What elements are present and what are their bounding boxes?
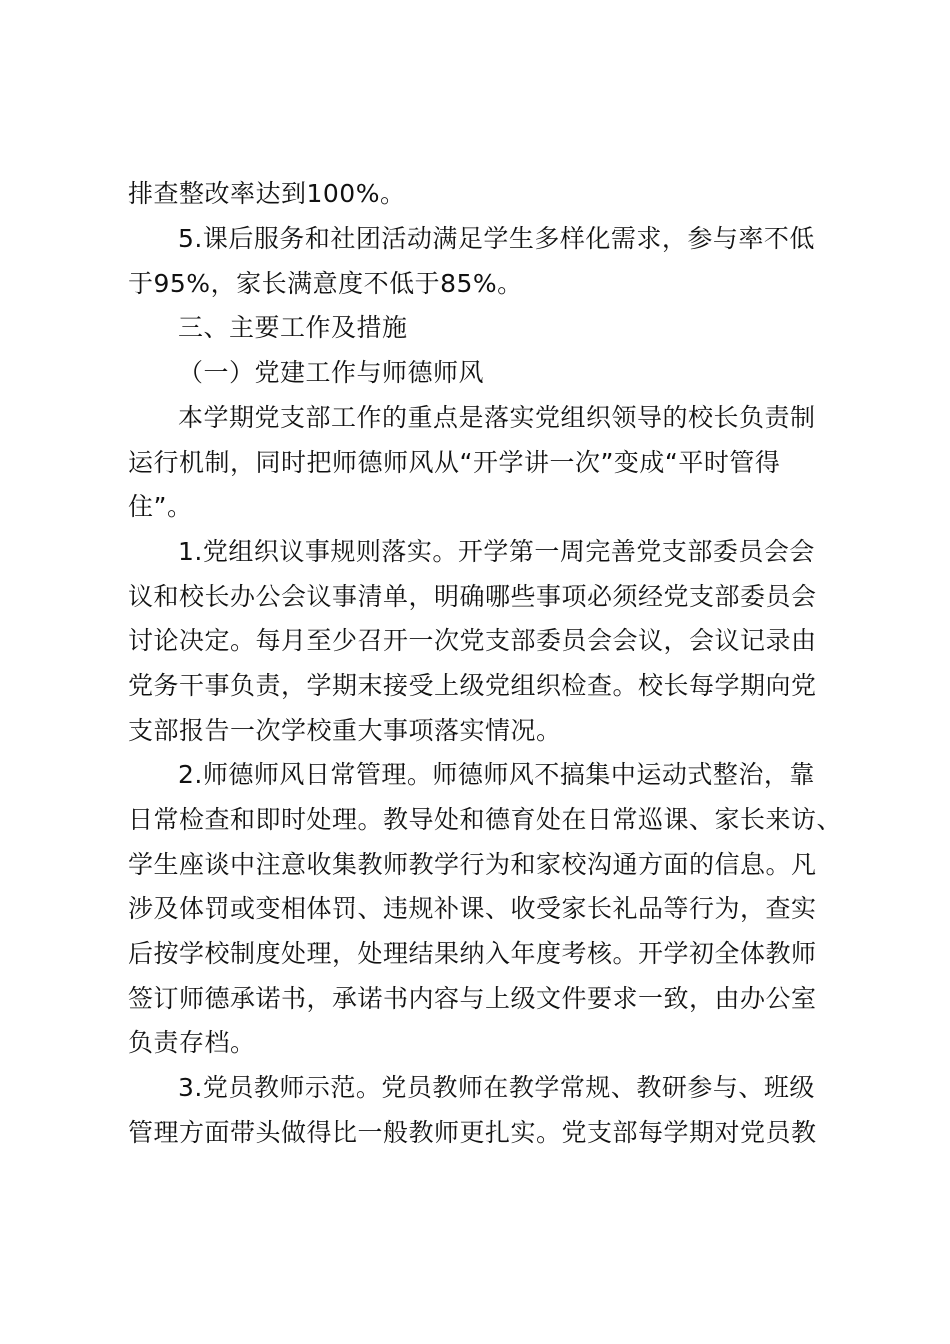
body-text-line: 本学期党支部工作的重点是落实党组织领导的校长负责制 (178, 403, 816, 432)
body-text-line: 支部报告一次学校重大事项落实情况。 (128, 716, 562, 745)
body-text-line: 涉及体罚或变相体罚、违规补课、收受家长礼品等行为，查实 (128, 894, 817, 923)
body-text-line: 签订师德承诺书，承诺书内容与上级文件要求一致，由办公室 (128, 984, 817, 1013)
body-text-line: 3.党员教师示范。党员教师在教学常规、教研参与、班级 (178, 1073, 815, 1102)
subsection-heading: （一）党建工作与师德师风 (178, 358, 485, 387)
body-text-line: 讨论决定。每月至少召开一次党支部委员会会议，会议记录由 (128, 626, 817, 655)
body-text-line: 管理方面带头做得比一般教师更扎实。党支部每学期对党员教 (128, 1118, 817, 1147)
body-text-line: 住”。 (128, 492, 193, 521)
body-text-line: 日常检查和即时处理。教导处和德育处在日常巡课、家长来访、 (128, 805, 843, 834)
body-text-line: 负责存档。 (128, 1028, 256, 1057)
body-text-line: 党务干事负责，学期末接受上级党组织检查。校长每学期向党 (128, 671, 817, 700)
body-text-line: 学生座谈中注意收集教师教学行为和家校沟通方面的信息。凡 (128, 850, 817, 879)
section-heading: 三、主要工作及措施 (178, 313, 408, 342)
body-text-line: 于95%，家长满意度不低于85%。 (128, 269, 523, 298)
body-text-line: 排查整改率达到100%。 (128, 179, 406, 208)
body-text-line: 5.课后服务和社团活动满足学生多样化需求，参与率不低 (178, 224, 815, 253)
body-text-line: 运行机制，同时把师德师风从“开学讲一次”变成“平时管得 (128, 448, 781, 477)
body-text-line: 1.党组织议事规则落实。开学第一周完善党支部委员会会 (178, 537, 815, 566)
body-text-line: 议和校长办公会议事清单，明确哪些事项必须经党支部委员会 (128, 582, 817, 611)
body-text-line: 后按学校制度处理，处理结果纳入年度考核。开学初全体教师 (128, 939, 817, 968)
body-text-line: 2.师德师风日常管理。师德师风不搞集中运动式整治，靠 (178, 760, 815, 789)
